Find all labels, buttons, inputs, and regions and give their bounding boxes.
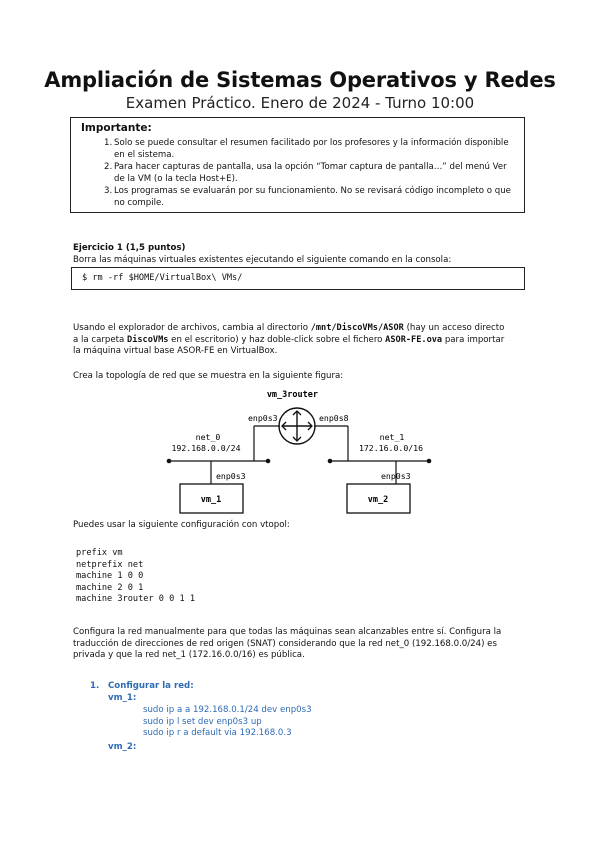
vm1-interface: enp0s3 <box>216 471 246 481</box>
net0-endpoint <box>266 459 271 464</box>
explorer-text: la máquina virtual base ASOR-FE en VirtualBox. <box>73 346 278 356</box>
explorer-text: (hay un acceso directo <box>406 323 505 333</box>
task-text: traducción de direcciones de red origen (SNAT) considerando que la red net_0 (192.168.0.0/24) es <box>73 638 497 649</box>
solution-step-number: 1. <box>90 681 100 691</box>
important-item <box>71 138 511 161</box>
net0-cidr: 192.168.0.0/24 <box>171 443 241 453</box>
vm1-name: vm_1 <box>200 495 222 505</box>
solution-vm1-label: vm_1: <box>108 693 137 703</box>
document-subtitle: Examen Práctico. Enero de 2024 - Turno 10:00 <box>125 94 475 112</box>
command-text: $ rm -rf $HOME/VirtualBox\ VMs/ <box>82 273 243 283</box>
solution-command: sudo ip l set dev enp0s3 up <box>143 716 262 727</box>
explorer-paragraph <box>73 323 533 358</box>
router-interface-right: enp0s8 <box>319 413 349 423</box>
network-diagram <box>150 385 450 520</box>
task-text: Configura la red manualmente para que todas las máquinas sean alcanzables entre sí. Configura la <box>73 627 502 637</box>
important-item <box>71 186 511 209</box>
task-text: privada y que la red net_1 (172.16.0.0/16) es pública. <box>73 650 305 660</box>
net1-endpoint <box>328 459 333 464</box>
task-paragraph <box>73 627 533 662</box>
explorer-text: Usando el explorador de archivos, cambia al directorio <box>73 323 308 333</box>
topology-intro: Crea la topología de red que se muestra en la siguiente figura: <box>73 371 344 381</box>
command-box <box>71 267 525 290</box>
config-line: machine 1 0 0 <box>76 571 144 581</box>
vtopol-config <box>76 548 195 606</box>
config-line: prefix vm <box>76 548 123 558</box>
explorer-text: en el escritorio) y haz doble-click sobre el fichero <box>171 334 383 345</box>
important-notice-box <box>70 117 525 213</box>
solution-step-title: Configurar la red: <box>108 681 194 691</box>
important-item <box>71 162 511 185</box>
config-line: netprefix net <box>76 559 144 570</box>
router-name: vm_3router <box>266 390 318 400</box>
item-text: Para hacer capturas de pantalla, usa la opción “Tomar captura de pantalla…” del menú Ver de la VM (o la tecla Host+E). <box>114 162 507 184</box>
file-name: ASOR-FE.ova <box>385 334 443 345</box>
item-number: 1. <box>104 138 113 148</box>
solution-command: sudo ip r a default via 192.168.0.3 <box>143 728 292 738</box>
item-number: 2. <box>104 162 113 172</box>
document-title: Ampliación de Sistemas Operativos y Redes <box>44 68 556 92</box>
explorer-text: para importar <box>444 334 505 345</box>
item-text: Solo se puede consultar el resumen facilitado por los profesores y la información disponible en el sistema. <box>114 138 509 160</box>
net1-name: net_1 <box>379 432 405 442</box>
solution-command: sudo ip a a 192.168.0.1/24 dev enp0s3 <box>143 705 312 715</box>
router-icon <box>279 408 315 444</box>
important-list <box>71 138 511 210</box>
solution-vm1-commands <box>143 705 312 740</box>
important-heading: Importante: <box>81 122 152 134</box>
net1-cidr: 172.16.0.0/16 <box>358 443 424 453</box>
config-line: machine 2 0 1 <box>76 582 144 593</box>
vm2-interface: enp0s3 <box>381 471 411 481</box>
exercise-heading: Ejercicio 1 (1,5 puntos) <box>73 243 186 253</box>
directory-path: /mnt/DiscoVMs/ASOR <box>310 323 404 333</box>
exercise-intro: Borra las máquinas virtuales existentes ejecutando el siguiente comando en la consola: <box>73 255 452 265</box>
explorer-text: a la carpeta <box>73 334 125 345</box>
item-number: 3. <box>104 186 113 196</box>
vtopol-intro: Puedes usar la siguiente configuración con vtopol: <box>73 520 290 530</box>
vm2-name: vm_2 <box>367 495 389 505</box>
item-text: Los programas se evaluarán por su funcionamiento. No se revisará código incompleto o que no compile. <box>114 186 511 208</box>
config-line: machine 3router 0 0 1 1 <box>76 594 195 604</box>
net0-name: net_0 <box>195 432 221 442</box>
net1-endpoint <box>427 459 432 464</box>
net0-endpoint <box>167 459 172 464</box>
folder-name: DiscoVMs <box>127 334 169 345</box>
solution-vm2-label: vm_2: <box>108 742 137 752</box>
router-interface-left: enp0s3 <box>248 413 278 423</box>
